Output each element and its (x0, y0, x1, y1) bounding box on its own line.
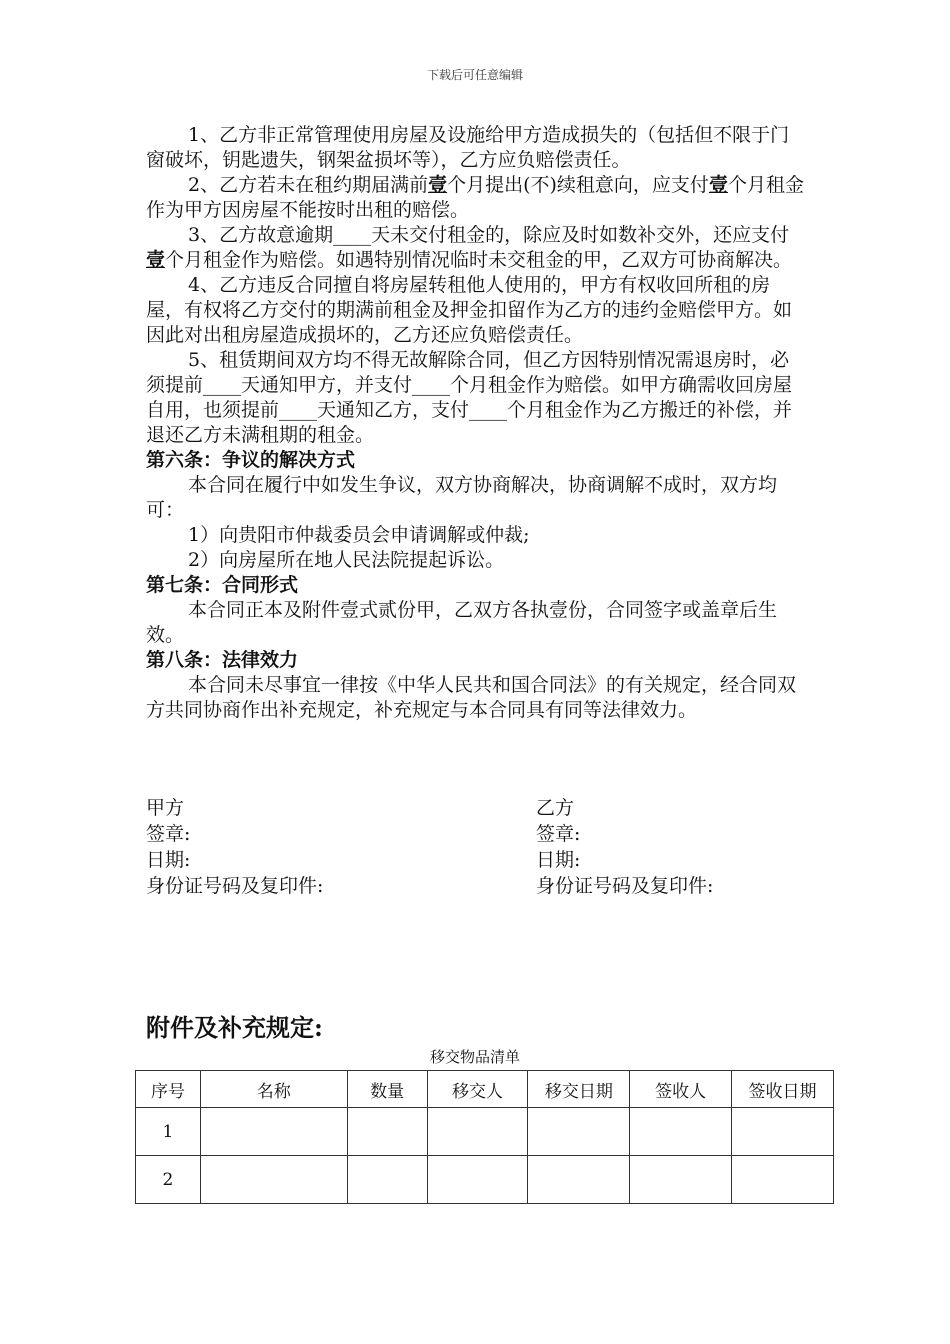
article-8-text: 本合同未尽事宜一律按《中华人民共和国合同法》的有关规定，经合同双方共同协商作出补充规定，补充规定与本合同具有同等法律效力。 (146, 674, 797, 721)
table-header-row (136, 1071, 834, 1108)
signature-party-row (146, 795, 806, 821)
signature-seal-row (146, 821, 806, 847)
col-header-name: 名称 (200, 1071, 347, 1108)
clause-1: 1、乙方非正常管理使用房屋及设施给甲方造成损失的（包括但不限于门窗破坏，钥匙遗失，钢架盆损坏等），乙方应负赔偿责任。 (146, 124, 790, 171)
col-header-handover-person: 移交人 (427, 1071, 528, 1108)
header-note: 下载后可任意编辑 (426, 68, 523, 82)
contract-body (146, 123, 806, 723)
table-cell: 1 (136, 1108, 201, 1156)
party-b-date: 日期: (536, 849, 581, 871)
table-cell (427, 1156, 528, 1204)
article-7-heading: 第七条：合同形式 (146, 574, 299, 596)
party-a-seal: 签章: (146, 823, 191, 845)
clause-3 (146, 223, 806, 273)
table-cell (630, 1108, 732, 1156)
table-cell (732, 1156, 834, 1204)
clause-2-text-c: 个月租金作为甲方因房屋不能按时出租的赔偿。 (146, 174, 804, 221)
article-6-heading: 第六条：争议的解决方式 (146, 449, 356, 471)
clause-2-text-b: 个月提出(不)续租意向，应支付 (447, 174, 709, 196)
clause-2 (146, 173, 806, 223)
table-cell (427, 1108, 528, 1156)
handover-items-table (135, 1070, 834, 1204)
clause-2-text-a: 2、乙方若未在租约期届满前 (188, 174, 429, 196)
col-header-index: 序号 (136, 1071, 201, 1108)
table-cell (630, 1156, 732, 1204)
party-a-date: 日期: (146, 849, 191, 871)
table-cell (200, 1156, 347, 1204)
signature-block (146, 795, 806, 899)
table-cell (347, 1156, 427, 1204)
table-cell (528, 1156, 630, 1204)
clause-2-months-notice: 壹 (428, 174, 448, 196)
signature-id-row (146, 873, 806, 899)
clause-5: 5、租赁期间双方均不得无故解除合同，但乙方因特别情况需退房时，必须提前____天通知甲方，并支付____个月租金作为赔偿。如甲方确需收回房屋自用，也须提前____天通知乙方，支付____个月租金作为乙方搬迁的补偿，并退还乙方未满租期的租金。 (146, 349, 793, 446)
col-header-quantity: 数量 (347, 1071, 427, 1108)
party-a-id: 身份证号码及复印件: (146, 875, 324, 897)
clause-3-text-a: 3、乙方故意逾期____天未交付租金的，除应及时如数补交外，还应支付 (188, 224, 790, 246)
table-cell (347, 1108, 427, 1156)
article-8-heading: 第八条：法律效力 (146, 649, 299, 671)
party-b-seal: 签章: (536, 823, 581, 845)
table-row (136, 1156, 834, 1204)
table-cell (732, 1108, 834, 1156)
party-a-label: 甲方 (146, 797, 185, 819)
table-cell (528, 1108, 630, 1156)
table-caption: 移交物品清单 (429, 1048, 520, 1066)
col-header-handover-date: 移交日期 (528, 1071, 630, 1108)
party-b-label: 乙方 (536, 797, 575, 819)
signature-date-row (146, 847, 806, 873)
clause-3-months: 壹 (146, 249, 166, 271)
table-cell: 2 (136, 1156, 201, 1204)
col-header-receive-date: 签收日期 (732, 1071, 834, 1108)
clause-2-months-rent: 壹 (708, 174, 728, 196)
clause-4: 4、乙方违反合同擅自将房屋转租他人使用的，甲方有权收回所租的房屋，有权将乙方交付的期满前租金及押金扣留作为乙方的违约金赔偿甲方。如因此对出租房屋造成损坏的，乙方还应负赔偿责任。 (146, 274, 793, 346)
clause-3-text-b: 个月租金作为赔偿。如遇特别情况临时未交租金的甲，乙双方可协商解决。 (165, 249, 793, 271)
article-7-text: 本合同正本及附件壹式贰份甲，乙双方各执壹份，合同签字或盖章后生效。 (146, 599, 778, 646)
table-cell (200, 1108, 347, 1156)
col-header-receiver: 签收人 (630, 1071, 732, 1108)
article-6-item-2: 2）向房屋所在地人民法院提起诉讼。 (188, 549, 505, 571)
article-6-text: 本合同在履行中如发生争议，双方协商解决，协商调解不成时，双方均可： (146, 474, 778, 521)
party-b-id: 身份证号码及复印件: (536, 875, 714, 897)
article-6-item-1: 1）向贵阳市仲裁委员会申请调解或仲裁; (188, 524, 530, 546)
attachment-title: 附件及补充规定: (146, 1013, 323, 1042)
table-row (136, 1108, 834, 1156)
